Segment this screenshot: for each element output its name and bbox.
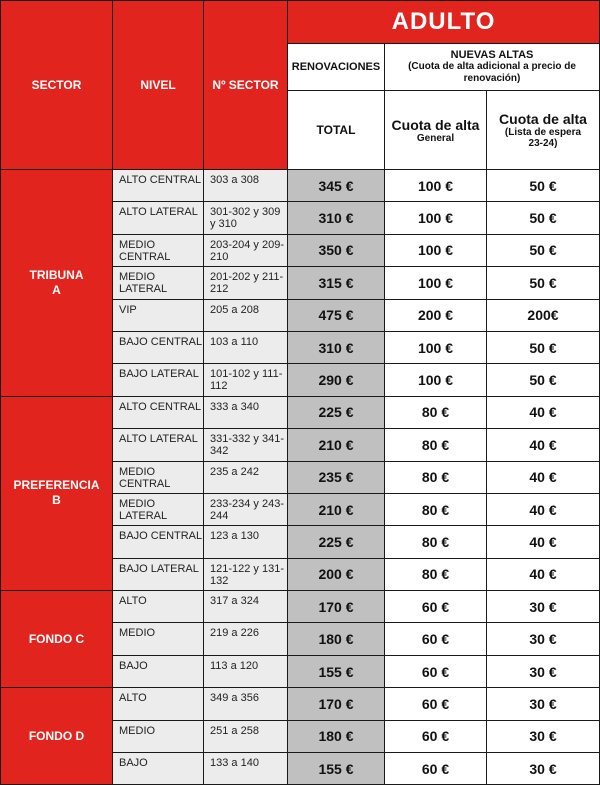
cuota-general-cell: 100 €	[385, 331, 487, 363]
cuota-espera-cell: 30 €	[487, 688, 600, 720]
cuota-general-cell: 60 €	[385, 623, 487, 655]
total-cell: 180 €	[288, 720, 385, 752]
nivel-cell: MEDIO CENTRAL	[113, 234, 204, 266]
total-cell: 310 €	[288, 331, 385, 363]
total-cell: 210 €	[288, 429, 385, 461]
nivel-cell: BAJO CENTRAL	[113, 526, 204, 558]
num-sector-cell: 233-234 y 243-244	[204, 493, 288, 525]
cuota-general-cell: 80 €	[385, 461, 487, 493]
cuota-espera-cell: 50 €	[487, 364, 600, 396]
nivel-cell: ALTO	[113, 591, 204, 623]
cuota-espera-cell: 40 €	[487, 396, 600, 428]
cuota-general-title: Cuota de alta	[391, 116, 480, 133]
nivel-cell: MEDIO CENTRAL	[113, 461, 204, 493]
nuevas-altas-note: (Cuota de alta adicional a precio de renovación)	[408, 61, 576, 84]
cuota-general-cell: 200 €	[385, 299, 487, 331]
cuota-espera-cell: 200€	[487, 299, 600, 331]
header-nuevas-altas	[385, 44, 600, 91]
header-nivel: NIVEL	[113, 1, 204, 170]
renovaciones-label: RENOVACIONES	[291, 61, 381, 73]
total-cell: 315 €	[288, 267, 385, 299]
nivel-cell: MEDIO LATERAL	[113, 267, 204, 299]
cuota-general-cell: 80 €	[385, 396, 487, 428]
cuota-espera-cell: 40 €	[487, 526, 600, 558]
total-cell: 155 €	[288, 753, 385, 785]
cuota-general-cell: 80 €	[385, 526, 487, 558]
cuota-espera-cell: 50 €	[487, 170, 600, 202]
header-renovaciones	[288, 44, 385, 91]
cuota-espera-cell: 40 €	[487, 558, 600, 590]
sector-name: FONDO C	[1, 591, 113, 688]
cuota-general-cell: 60 €	[385, 720, 487, 752]
total-cell: 170 €	[288, 688, 385, 720]
cuota-general-cell: 60 €	[385, 688, 487, 720]
num-sector-cell: 235 a 242	[204, 461, 288, 493]
num-sector-cell: 203-204 y 209-210	[204, 234, 288, 266]
nivel-cell: VIP	[113, 299, 204, 331]
table-row	[1, 688, 600, 720]
nuevas-altas-label: NUEVAS ALTAS	[450, 49, 534, 61]
cuota-espera-cell: 50 €	[487, 331, 600, 363]
num-sector-cell: 121-122 y 131-132	[204, 558, 288, 590]
total-cell: 200 €	[288, 558, 385, 590]
total-cell: 235 €	[288, 461, 385, 493]
cuota-espera-cell: 40 €	[487, 493, 600, 525]
num-sector-cell: 205 a 208	[204, 299, 288, 331]
table-row	[1, 591, 600, 623]
table-body	[1, 170, 600, 785]
nivel-cell: BAJO CENTRAL	[113, 331, 204, 363]
cuota-espera-cell: 40 €	[487, 461, 600, 493]
cuota-espera-cell: 40 €	[487, 429, 600, 461]
num-sector-cell: 301-302 y 309 y 310	[204, 202, 288, 234]
total-cell: 170 €	[288, 591, 385, 623]
num-sector-cell: 331-332 y 341-342	[204, 429, 288, 461]
cuota-general-cell: 100 €	[385, 364, 487, 396]
total-cell: 210 €	[288, 493, 385, 525]
cuota-general-cell: 60 €	[385, 753, 487, 785]
header-cuota-espera	[487, 91, 600, 170]
cuota-espera-sub: (Lista de espera 23-24)	[504, 127, 582, 149]
cuota-espera-cell: 50 €	[487, 202, 600, 234]
cuota-general-cell: 80 €	[385, 429, 487, 461]
num-sector-cell: 123 a 130	[204, 526, 288, 558]
cuota-general-cell: 100 €	[385, 234, 487, 266]
nivel-cell: MEDIO	[113, 623, 204, 655]
sector-name: FONDO D	[1, 688, 113, 785]
cuota-general-cell: 100 €	[385, 267, 487, 299]
cuota-general-cell: 80 €	[385, 558, 487, 590]
header-adulto: ADULTO	[288, 1, 600, 44]
total-cell: 225 €	[288, 526, 385, 558]
cuota-general-cell: 100 €	[385, 170, 487, 202]
total-cell: 310 €	[288, 202, 385, 234]
table-header	[1, 1, 600, 170]
cuota-espera-cell: 30 €	[487, 720, 600, 752]
cuota-espera-cell: 50 €	[487, 267, 600, 299]
cuota-general-cell: 60 €	[385, 655, 487, 687]
total-cell: 155 €	[288, 655, 385, 687]
total-cell: 225 €	[288, 396, 385, 428]
cuota-espera-cell: 50 €	[487, 234, 600, 266]
nivel-cell: BAJO	[113, 753, 204, 785]
nivel-cell: MEDIO LATERAL	[113, 493, 204, 525]
nivel-cell: ALTO LATERAL	[113, 429, 204, 461]
cuota-espera-cell: 30 €	[487, 591, 600, 623]
total-cell: 475 €	[288, 299, 385, 331]
num-sector-cell: 349 a 356	[204, 688, 288, 720]
total-cell: 350 €	[288, 234, 385, 266]
header-num-sector: Nº SECTOR	[204, 1, 288, 170]
nivel-cell: BAJO LATERAL	[113, 364, 204, 396]
cuota-general-sub: General	[416, 132, 455, 144]
num-sector-cell: 113 a 120	[204, 655, 288, 687]
num-sector-cell: 219 a 226	[204, 623, 288, 655]
cuota-espera-cell: 30 €	[487, 655, 600, 687]
nivel-cell: ALTO	[113, 688, 204, 720]
cuota-general-cell: 100 €	[385, 202, 487, 234]
cuota-espera-cell: 30 €	[487, 753, 600, 785]
header-cuota-general	[385, 91, 487, 170]
sector-name: TRIBUNA A	[1, 170, 113, 397]
nivel-cell: ALTO LATERAL	[113, 202, 204, 234]
table-row	[1, 170, 600, 202]
total-cell: 290 €	[288, 364, 385, 396]
num-sector-cell: 103 a 110	[204, 331, 288, 363]
num-sector-cell: 133 a 140	[204, 753, 288, 785]
nivel-cell: MEDIO	[113, 720, 204, 752]
header-sector: SECTOR	[1, 1, 113, 170]
num-sector-cell: 251 a 258	[204, 720, 288, 752]
nivel-cell: BAJO	[113, 655, 204, 687]
cuota-general-cell: 80 €	[385, 493, 487, 525]
nivel-cell: ALTO CENTRAL	[113, 170, 204, 202]
total-cell: 345 €	[288, 170, 385, 202]
nivel-cell: BAJO LATERAL	[113, 558, 204, 590]
cuota-espera-title: Cuota de alta	[499, 111, 587, 127]
num-sector-cell: 303 a 308	[204, 170, 288, 202]
header-total	[288, 91, 385, 170]
sector-name: PREFERENCIA B	[1, 396, 113, 590]
num-sector-cell: 317 a 324	[204, 591, 288, 623]
nivel-cell: ALTO CENTRAL	[113, 396, 204, 428]
num-sector-cell: 101-102 y 111-112	[204, 364, 288, 396]
num-sector-cell: 201-202 y 211-212	[204, 267, 288, 299]
total-cell: 180 €	[288, 623, 385, 655]
cuota-general-cell: 60 €	[385, 591, 487, 623]
table-row	[1, 396, 600, 428]
total-label: TOTAL	[316, 123, 356, 137]
num-sector-cell: 333 a 340	[204, 396, 288, 428]
cuota-espera-cell: 30 €	[487, 623, 600, 655]
